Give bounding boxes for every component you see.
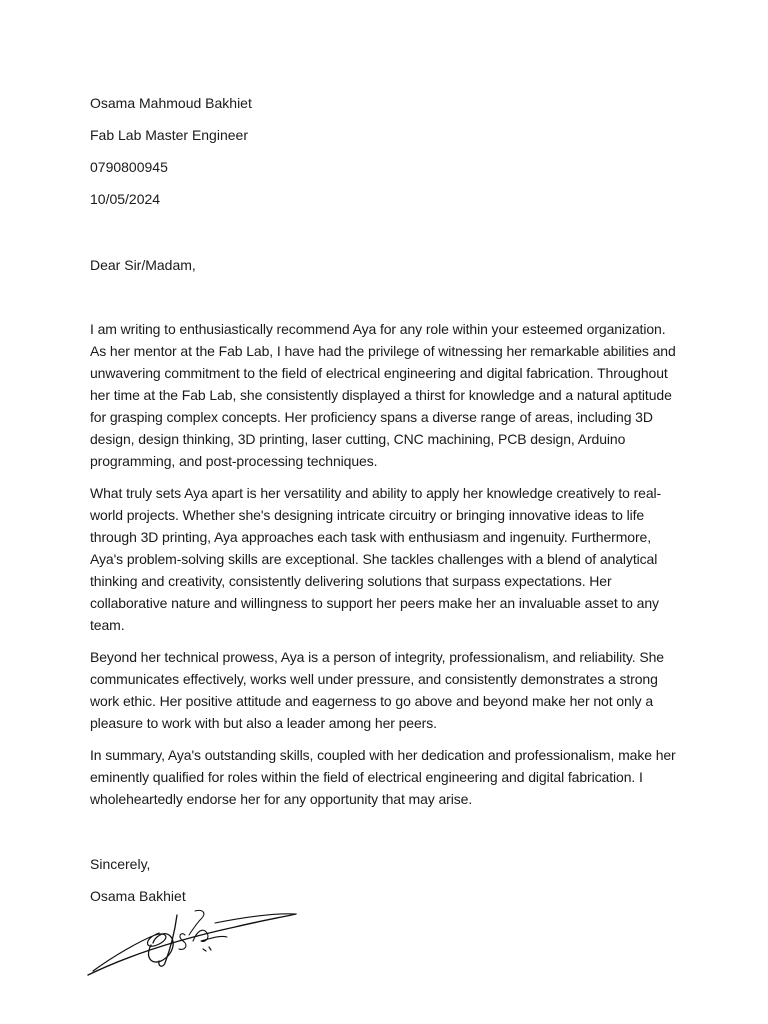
signature-icon (85, 905, 300, 980)
body-paragraph-3: Beyond her technical prowess, Aya is a person of integrity, professionalism, and reliability. She communicates effectively, works well under pressure, and consistently demonstrates a strong work ethic. Her positive attitude and eagerness to go above and beyond make her not only a pleasure to work with but also a leader among her peers. (90, 649, 664, 731)
signer-name: Osama Bakhiet (90, 888, 186, 904)
letter-date: 10/05/2024 (90, 191, 161, 207)
body-paragraph-2: What truly sets Aya apart is her versatility and ability to apply her knowledge creatively to real-world projects. Whether she's designing intricate circuitry or bringing innovative ideas to life through 3D printing, Aya approaches each task with enthusiasm and ingenuity. Furthermore, Aya's problem-solving skills are exceptional. She tackles challenges with a blend of analytical thinking and creativity, consistently delivering solutions that surpass expectations. Her collaborative nature and willingness to support her peers make her an invaluable asset to any team. (90, 485, 662, 633)
valediction: Sincerely, (90, 856, 151, 872)
sender-title: Fab Lab Master Engineer (90, 127, 248, 143)
sender-phone: 0790800945 (90, 159, 168, 175)
body-paragraph-1: I am writing to enthusiastically recommend Aya for any role within your esteemed organization. As her mentor at the Fab Lab, I have had the privilege of witnessing her remarkable abilities and unwavering commitment to the field of electrical engineering and digital fabrication. Throughout her time at the Fab Lab, she consistently displayed a thirst for knowledge and a natural aptitude for grasping complex concepts. Her proficiency spans a diverse range of areas, including 3D design, design thinking, 3D printing, laser cutting, CNC machining, PCB design, Arduino programming, and post-processing techniques. (90, 321, 676, 469)
sender-name: Osama Mahmoud Bakhiet (90, 95, 252, 111)
body-paragraph-4: In summary, Aya's outstanding skills, coupled with her dedication and professionalism, make her eminently qualified for roles within the field of electrical engineering and digital fabrication. I wholeheartedly endorse her for any opportunity that may arise. (90, 747, 676, 807)
salutation: Dear Sir/Madam, (90, 257, 196, 273)
